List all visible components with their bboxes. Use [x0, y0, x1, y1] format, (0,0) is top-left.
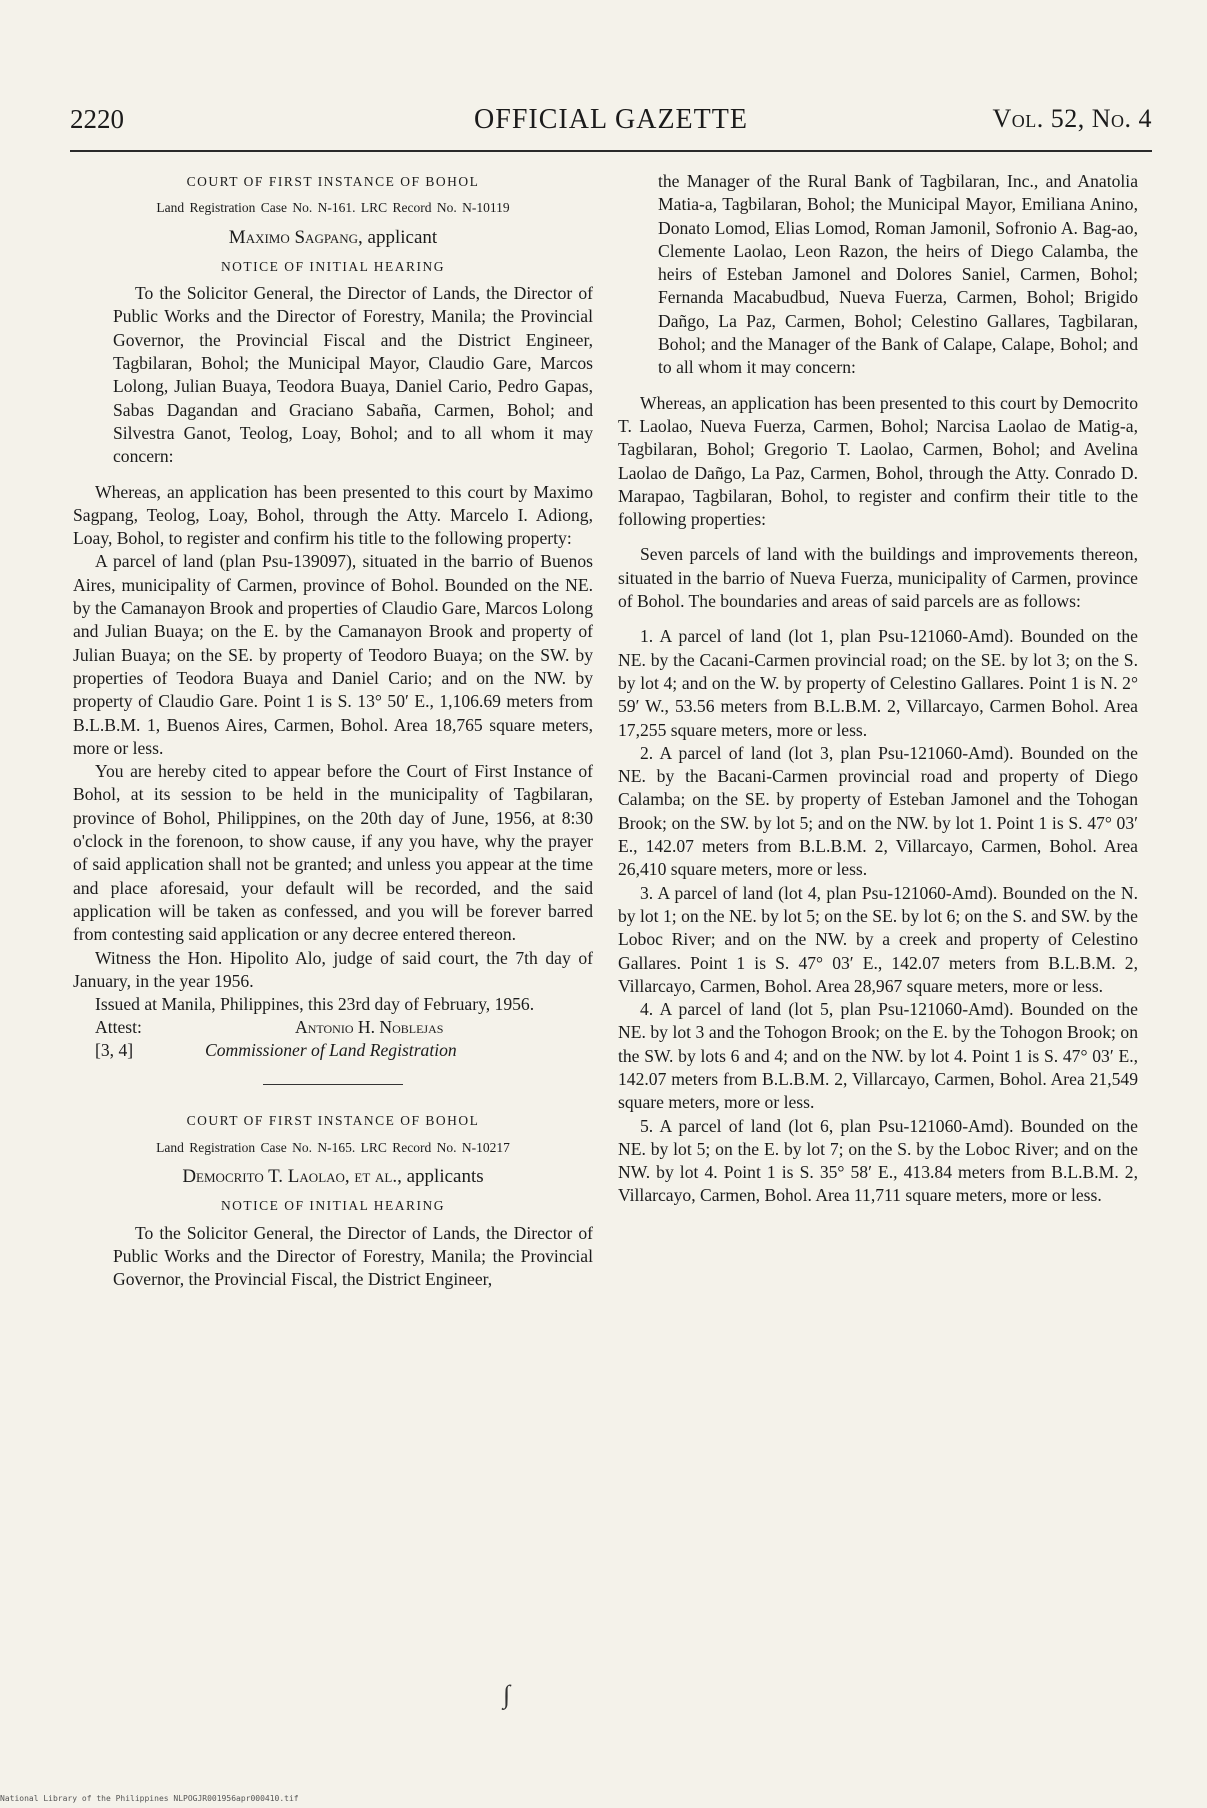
applicant-name: Maximo Sagpang: [228, 226, 359, 248]
whereas-paragraph: Whereas, an application has been presented to this court by Maximo Sagpang, Teolog, Loay, Bohol, through the Atty. Marcelo I. Adiong, Loay, Bohol, to register and confirm his title to the following property:: [73, 481, 593, 549]
applicant-line-2: [73, 1165, 593, 1188]
case-number-line: Land Registration Case No. N-161. LRC Record No. N-10119: [156, 200, 510, 216]
attest-row: [73, 1016, 593, 1039]
header-rule: [70, 150, 1152, 152]
volume-number: Vol. 52, No. 4: [992, 104, 1152, 133]
right-column: [618, 170, 1138, 1208]
signer-name: Antonio H. Noblejas: [295, 1017, 444, 1038]
court-heading: COURT OF FIRST INSTANCE OF BOHOL: [186, 174, 480, 189]
court-heading-2: COURT OF FIRST INSTANCE OF BOHOL: [186, 1113, 480, 1129]
notice-title-2: NOTICE OF INITIAL HEARING: [220, 1198, 446, 1214]
stray-mark: ∫: [503, 1680, 511, 1709]
citation-paragraph: You are hereby cited to appear before the Court of First Instance of Bohol, at its session to be held in the municipality of Tagbilaran, province of Bohol, Philippines, on the 20th day of June, 1956, at 8:30 o'clock in the forenoon, to show cause, if any you have, why the prayer of said application shall not be granted; and unless you appear at the time and place aforesaid, your default will be recorded, and the said application will be taken as confessed, and you will be forever barred from contesting said application or any decree entered thereon.: [73, 761, 593, 945]
addressees-paragraph: To the Solicitor General, the Director of Lands, the Director of Public Works and the Director of Forestry, Manila; the Provincial Governor, the Provincial Fiscal and the District Engineer, Tagbilaran, Bohol; the Municipal Mayor, Claudio Gare, Marcos Lolong, Julian Buaya, Teodora Buaya, Daniel Cario, Pedro Gapas, Sabas Dagandan and Graciano Sabaña, Carmen, Bohol; and Silvestra Ganot, Teolog, Loay, Bohol; and to all whom it may concern:: [113, 283, 593, 467]
notice-title: NOTICE OF INITIAL HEARING: [220, 258, 446, 274]
issue-reference: [3, 4]: [95, 1040, 134, 1061]
whereas-paragraph-2: Whereas, an application has been presented to this court by Democrito T. Laolao, Nueva Fuerza, Carmen, Bohol; Narcisa Laolao de Matig-a, Tagbilaran, Bohol; Gregorio T. Laolao, Carmen, Bohol; and Avelina Laolao de Dañgo, La Paz, Carmen, Bohol, through the Atty. Conrado D. Marapao, Tagbilaran, Bohol, to register and confirm their title to the following properties:: [618, 392, 1138, 530]
addressees-continued: the Manager of the Rural Bank of Tagbilaran, Inc., and Anatolia Matia-a, Tagbilaran, Bohol; the Municipal Mayor, Emiliana Anino, Donato Lomod, Elias Lomod, Roman Jamonil, Sofronio A. Bag-ao, Clemente Laolao, Leon Razon, the heirs of Diego Calamba, the heirs of Esteban Jamonel and Dolores Saniel, Carmen, Bohol; Fernanda Macabudbud, Nueva Fuerza, Carmen, Bohol; Brigido Dañgo, La Paz, Carmen, Bohol; Celestino Gallares, Tagbilaran, Bohol; and the Manager of the Bank of Calape, Calape, Bohol; and to all whom it may concern:: [658, 171, 1138, 378]
parcel-item: 1. A parcel of land (lot 1, plan Psu-121060-Amd). Bounded on the NE. by the Cacani-Carmen provincial road; on the SE. by lot 3; on the S. by lot 4; and on the W. by property of Celestino Gallares. Point 1 is N. 2° 59′ W., 53.56 meters from B.L.B.M. 2, Villarcayo, Carmen Bohol. Area 17,255 square meters, more or less.: [618, 626, 1138, 740]
witness-paragraph: Witness the Hon. Hipolito Alo, judge of said court, the 7th day of January, in the year 1956.: [73, 947, 593, 991]
parcel-item: 5. A parcel of land (lot 6, plan Psu-121060-Amd). Bounded on the NE. by lot 5; on the E. by lot 7; on the S. by the Loboc River; and on the NW. by lot 4. Point 1 is S. 35° 58′ E., 413.84 meters from B.L.B.M. 2, Villarcayo, Carmen, Bohol. Area 11,711 square meters, more or less.: [618, 1115, 1138, 1206]
left-column: [73, 170, 593, 1291]
applicant-suffix-2: , applicants: [397, 1165, 484, 1187]
parcel-item: 3. A parcel of land (lot 4, plan Psu-121060-Amd). Bounded on the N. by lot 1; on the NE. by lot 5; on the SE. by lot 6; on the S. and SW. by the Loboc River; and on the NW. by a creek and property of Celestino Gallares. Point 1 is S. 47° 03′ E., 142.07 meters from B.L.B.M. 2, Villarcayo, Carmen, Bohol. Area 28,967 square meters, more or less.: [618, 882, 1138, 996]
signer-title-row: [73, 1039, 593, 1062]
parcel-item: 2. A parcel of land (lot 3, plan Psu-121060-Amd). Bounded on the NE. by the Bacani-Carmen provincial road and property of Diego Calamba; on the SE. by property of Esteban Jamonel and the Tohogan Brook; on the SW. by lot 5; and on the NW. by lot 1. Point 1 is S. 47° 03′ E., 142.07 meters from B.L.B.M. 2, Villarcayo, Carmen, Bohol. Area 26,410 square meters, more or less.: [618, 742, 1138, 880]
applicant-line: [73, 226, 593, 249]
signer-title: Commissioner of Land Registration: [205, 1040, 457, 1061]
notice-separator: [263, 1084, 403, 1085]
parcels-intro: Seven parcels of land with the buildings and improvements thereon, situated in the barrio of Nueva Fuerza, municipality of Carmen, province of Bohol. The boundaries and areas of said parcels are as follows:: [618, 544, 1138, 612]
scan-footer-note: National Library of the Philippines NLPOGJR001956apr000410.tif: [0, 1794, 299, 1803]
addressees-paragraph-2: To the Solicitor General, the Director of Lands, the Director of Public Works and the Director of Forestry, Manila; the Provincial Governor, the Provincial Fiscal, the District Engineer,: [113, 1222, 593, 1290]
parcel-item: 4. A parcel of land (lot 5, plan Psu-121060-Amd). Bounded on the NE. by lot 3 and the Tohogon Brook; on the E. by the Tohogon Brook; on the SW. by lots 6 and 4; and on the NW. by lot 4. Point 1 is S. 47° 03′ E., 142.07 meters from B.L.B.M. 2, Villarcayo, Carmen, Bohol. Area 21,549 square meters, more or less.: [618, 999, 1138, 1113]
page-header: [70, 104, 1152, 144]
issued-paragraph: Issued at Manila, Philippines, this 23rd day of February, 1956.: [95, 994, 535, 1015]
publication-title: OFFICIAL GAZETTE: [474, 104, 748, 135]
applicant-name-2: Democrito T. Laolao, et al.: [182, 1165, 398, 1187]
case-number-line-2: Land Registration Case No. N-165. LRC Record No. N-10217: [156, 1139, 510, 1155]
page-number: 2220: [70, 104, 124, 134]
attest-label: Attest:: [95, 1017, 142, 1038]
applicant-suffix: , applicant: [358, 226, 438, 248]
parcel-paragraph: A parcel of land (plan Psu-139097), situated in the barrio of Buenos Aires, municipality of Carmen, province of Bohol. Bounded on the NE. by the Camanayon Brook and properties of Claudio Gare, Marcos Lolong and Julian Buaya; on the E. by the Camanayon Brook and property of Julian Buaya; on the SE. by property of Teodoro Buaya; on the SW. by properties of Teodora Buaya and Daniel Cario; and on the NW. by property of Claudio Gare. Point 1 is S. 13° 50′ E., 1,106.69 meters from B.L.B.M. 1, Buenos Aires, Carmen, Bohol. Area 18,765 square meters, more or less.: [73, 551, 593, 758]
